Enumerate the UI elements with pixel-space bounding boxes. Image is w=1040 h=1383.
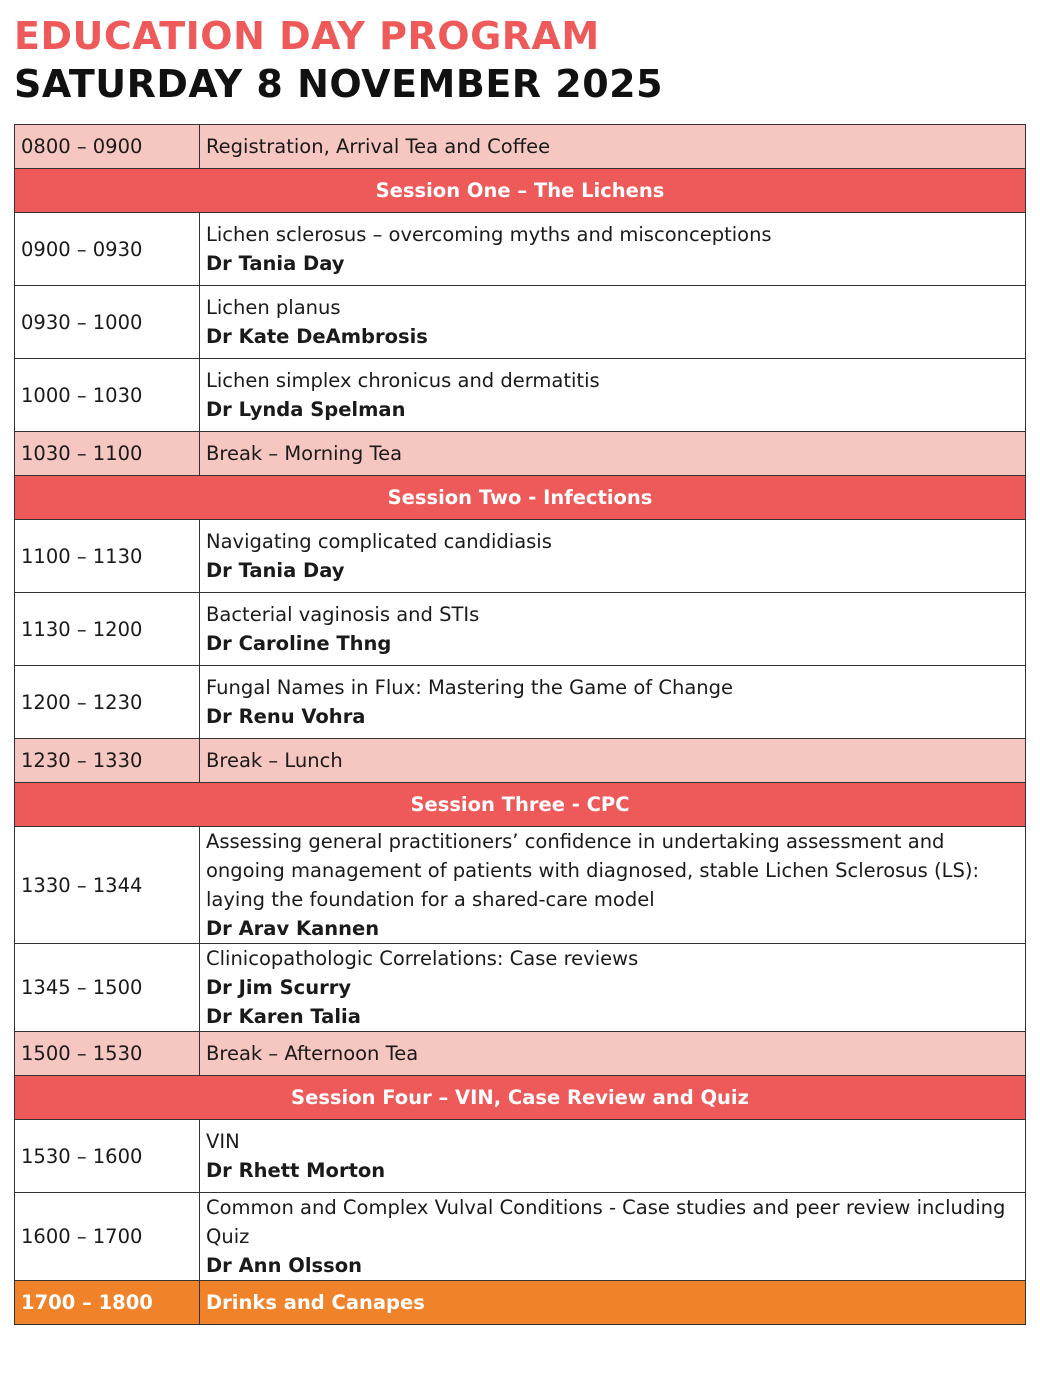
item-cell: Break – Morning Tea: [200, 432, 1026, 476]
talk-cell: [200, 1120, 1026, 1193]
time-cell: 1600 – 1700: [15, 1193, 200, 1281]
talk-row: [15, 359, 1026, 432]
talk-topic: Clinicopathologic Correlations: Case reviews: [206, 947, 639, 970]
time-cell: 1700 – 1800: [15, 1281, 200, 1325]
talk-cell: [200, 666, 1026, 739]
talk-speaker: Dr Karen Talia: [206, 1005, 361, 1028]
session-header-row: [15, 169, 1026, 213]
talk-topic: Navigating complicated candidiasis: [206, 530, 552, 553]
talk-speaker: Dr Tania Day: [206, 559, 345, 582]
program-table: [14, 124, 1026, 1325]
talk-topic: Bacterial vaginosis and STIs: [206, 603, 480, 626]
talk-cell: [200, 593, 1026, 666]
talk-row: [15, 944, 1026, 1032]
item-cell: Break – Lunch: [200, 739, 1026, 783]
break-row: [15, 1032, 1026, 1076]
time-cell: 0900 – 0930: [15, 213, 200, 286]
time-cell: 1500 – 1530: [15, 1032, 200, 1076]
session-title: Session Four – VIN, Case Review and Quiz: [15, 1076, 1026, 1120]
item-cell: Drinks and Canapes: [200, 1281, 1026, 1325]
talk-speaker: Dr Lynda Spelman: [206, 398, 406, 421]
time-cell: 1330 – 1344: [15, 827, 200, 944]
talk-speaker: Dr Renu Vohra: [206, 705, 366, 728]
talk-speaker: Dr Jim Scurry: [206, 976, 352, 999]
time-cell: 1130 – 1200: [15, 593, 200, 666]
time-cell: 1230 – 1330: [15, 739, 200, 783]
session-title: Session Two - Infections: [15, 476, 1026, 520]
talk-row: [15, 593, 1026, 666]
item-cell: Break – Afternoon Tea: [200, 1032, 1026, 1076]
talk-row: [15, 213, 1026, 286]
talk-cell: [200, 359, 1026, 432]
talk-cell: [200, 213, 1026, 286]
talk-speaker: Dr Tania Day: [206, 252, 345, 275]
talk-topic: Common and Complex Vulval Conditions - Case studies and peer review including Quiz: [206, 1196, 1006, 1248]
time-cell: 0800 – 0900: [15, 125, 200, 169]
talk-cell: [200, 286, 1026, 359]
talk-speaker: Dr Rhett Morton: [206, 1159, 386, 1182]
session-header-row: [15, 1076, 1026, 1120]
break-row: [15, 432, 1026, 476]
talk-speaker: Dr Caroline Thng: [206, 632, 392, 655]
time-cell: 1530 – 1600: [15, 1120, 200, 1193]
talk-cell: [200, 827, 1026, 944]
talk-row: [15, 1120, 1026, 1193]
registration-row: [15, 125, 1026, 169]
talk-cell: [200, 1193, 1026, 1281]
talk-row: [15, 286, 1026, 359]
talk-topic: Fungal Names in Flux: Mastering the Game of Change: [206, 676, 734, 699]
time-cell: 1030 – 1100: [15, 432, 200, 476]
page-title: EDUCATION DAY PROGRAM: [14, 14, 600, 58]
page-subtitle-date: SATURDAY 8 NOVEMBER 2025: [14, 62, 664, 106]
time-cell: 1345 – 1500: [15, 944, 200, 1032]
talk-topic: Lichen simplex chronicus and dermatitis: [206, 369, 600, 392]
talk-cell: [200, 944, 1026, 1032]
talk-row: [15, 827, 1026, 944]
session-title: Session Three - CPC: [15, 783, 1026, 827]
time-cell: 1000 – 1030: [15, 359, 200, 432]
talk-row: [15, 1193, 1026, 1281]
session-header-row: [15, 476, 1026, 520]
talk-topic: VIN: [206, 1130, 240, 1153]
talk-speaker: Dr Arav Kannen: [206, 917, 380, 940]
break-row: [15, 739, 1026, 783]
talk-row: [15, 666, 1026, 739]
talk-cell: [200, 520, 1026, 593]
time-cell: 0930 – 1000: [15, 286, 200, 359]
talk-speaker: Dr Kate DeAmbrosis: [206, 325, 428, 348]
item-cell: Registration, Arrival Tea and Coffee: [200, 125, 1026, 169]
closing-row: [15, 1281, 1026, 1325]
talk-topic: Assessing general practitioners’ confidence in undertaking assessment and ongoing management of patients with diagnosed, stable Lichen Sclerosus (LS): laying the foundation for a shared-care model: [206, 830, 980, 911]
talk-topic: Lichen sclerosus – overcoming myths and misconceptions: [206, 223, 772, 246]
talk-topic: Lichen planus: [206, 296, 341, 319]
time-cell: 1100 – 1130: [15, 520, 200, 593]
session-header-row: [15, 783, 1026, 827]
time-cell: 1200 – 1230: [15, 666, 200, 739]
talk-row: [15, 520, 1026, 593]
talk-speaker: Dr Ann Olsson: [206, 1254, 362, 1277]
session-title: Session One – The Lichens: [15, 169, 1026, 213]
